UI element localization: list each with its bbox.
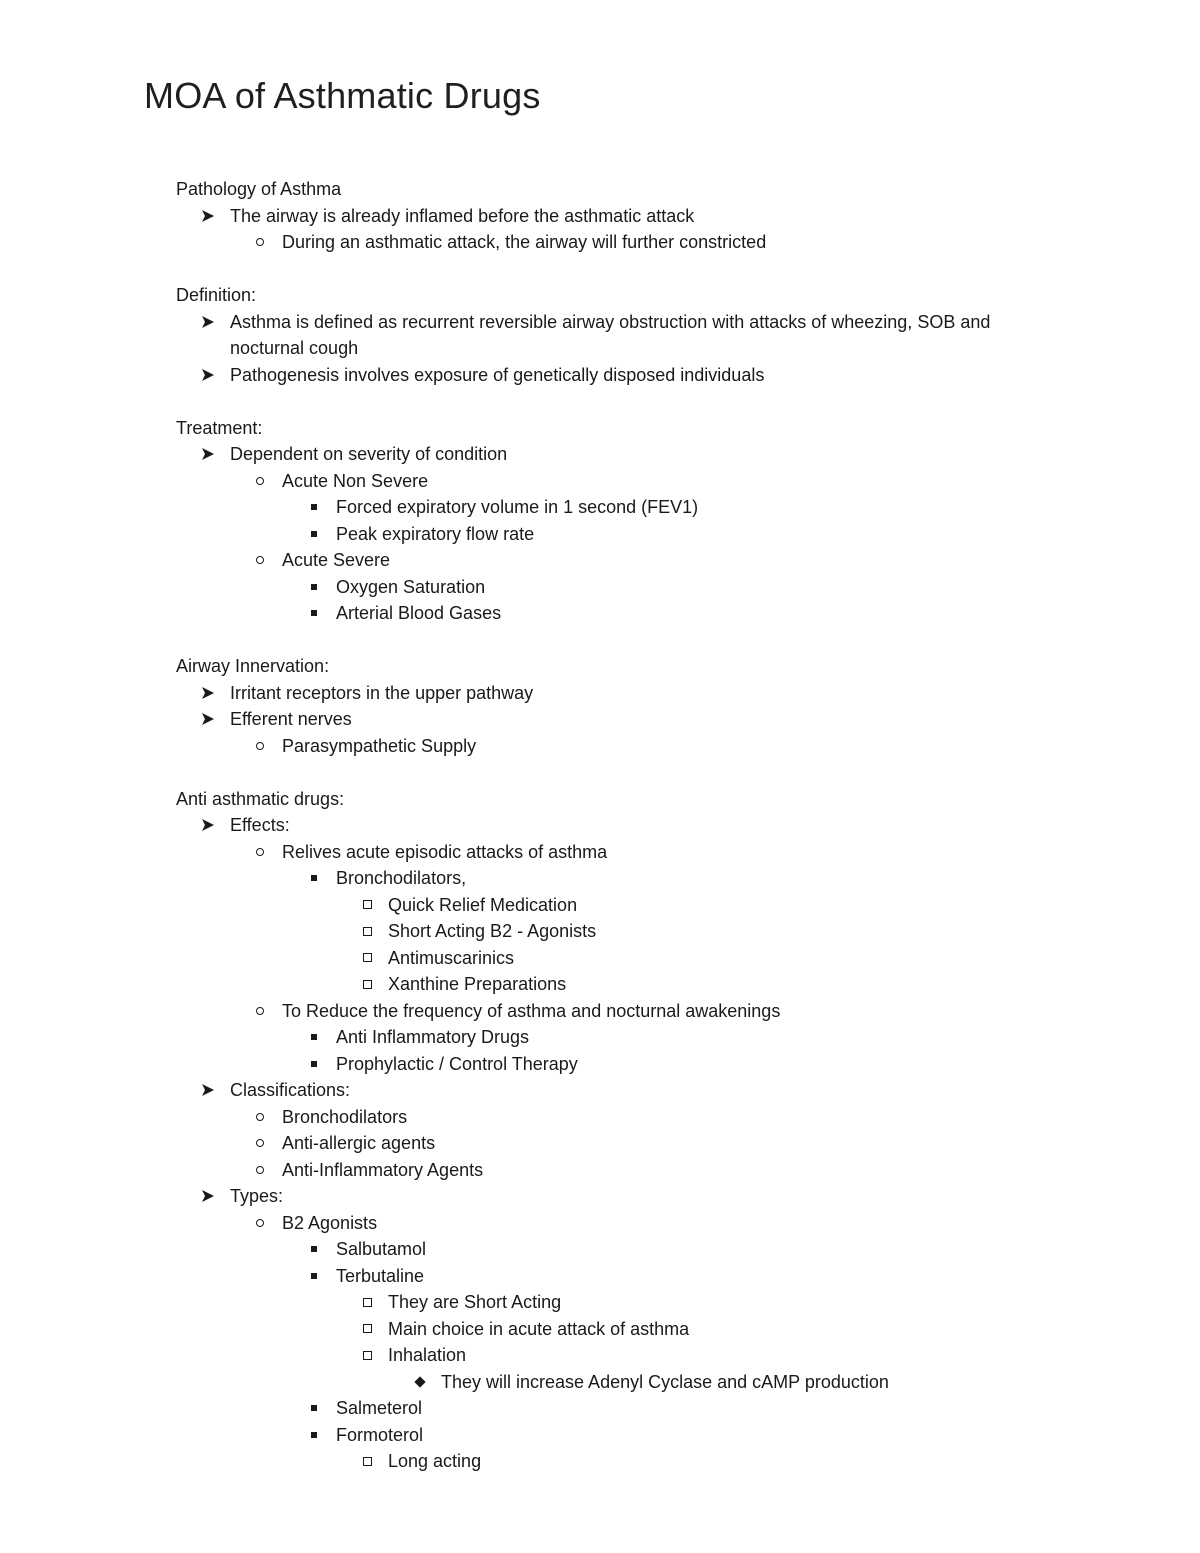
list-item: The airway is already inflamed before the asthmatic attack bbox=[176, 203, 1056, 230]
square-icon bbox=[306, 1024, 322, 1051]
arrow-icon bbox=[200, 362, 216, 389]
arrow-icon bbox=[200, 1183, 216, 1210]
list-item: Acute Severe bbox=[176, 547, 1056, 574]
circle-icon bbox=[252, 1210, 268, 1237]
circle-icon bbox=[252, 998, 268, 1025]
list-item: Pathogenesis involves exposure of genetically disposed individuals bbox=[176, 362, 1056, 389]
document-body bbox=[176, 176, 1056, 1475]
list-item: They are Short Acting bbox=[176, 1289, 1056, 1316]
list-item: During an asthmatic attack, the airway will further constricted bbox=[176, 229, 1056, 256]
list-item: Anti Inflammatory Drugs bbox=[176, 1024, 1056, 1051]
list-item: Formoterol bbox=[176, 1422, 1056, 1449]
square-icon bbox=[306, 494, 322, 521]
list-item: Parasympathetic Supply bbox=[176, 733, 1056, 760]
arrow-icon bbox=[200, 706, 216, 733]
section-heading-innervation: Airway Innervation: bbox=[176, 656, 330, 676]
list-item: Prophylactic / Control Therapy bbox=[176, 1051, 1056, 1078]
arrow-icon bbox=[200, 441, 216, 468]
list-item: Inhalation bbox=[176, 1342, 1056, 1369]
list-item: Terbutaline bbox=[176, 1263, 1056, 1290]
list-item: To Reduce the frequency of asthma and nocturnal awakenings bbox=[176, 998, 1056, 1025]
square-icon bbox=[306, 1422, 322, 1449]
hollow-square-icon bbox=[359, 1289, 375, 1316]
hollow-square-icon bbox=[359, 1316, 375, 1343]
list-item: Efferent nerves bbox=[176, 706, 1056, 733]
square-icon bbox=[306, 1051, 322, 1078]
list-item: Classifications: bbox=[176, 1077, 1056, 1104]
square-icon bbox=[306, 574, 322, 601]
list-item: Long acting bbox=[176, 1448, 1056, 1475]
list-item: Antimuscarinics bbox=[176, 945, 1056, 972]
circle-icon bbox=[252, 468, 268, 495]
list-item: Asthma is defined as recurrent reversible airway obstruction with attacks of wheezing, SOB and nocturnal cough bbox=[176, 309, 1056, 362]
square-icon bbox=[306, 600, 322, 627]
square-icon bbox=[306, 1395, 322, 1422]
list-item: Anti-Inflammatory Agents bbox=[176, 1157, 1056, 1184]
list-item: Forced expiratory volume in 1 second (FEV1) bbox=[176, 494, 1056, 521]
circle-icon bbox=[252, 733, 268, 760]
square-icon bbox=[306, 865, 322, 892]
section-heading-definition: Definition: bbox=[176, 285, 257, 305]
section-heading-pathology: Pathology of Asthma bbox=[176, 179, 342, 199]
list-item: Quick Relief Medication bbox=[176, 892, 1056, 919]
hollow-square-icon bbox=[359, 971, 375, 998]
diamond-icon bbox=[412, 1369, 428, 1396]
list-item: Peak expiratory flow rate bbox=[176, 521, 1056, 548]
list-item: Oxygen Saturation bbox=[176, 574, 1056, 601]
arrow-icon bbox=[200, 309, 216, 336]
arrow-icon bbox=[200, 812, 216, 839]
list-item: Bronchodilators, bbox=[176, 865, 1056, 892]
hollow-square-icon bbox=[359, 1342, 375, 1369]
circle-icon bbox=[252, 1104, 268, 1131]
list-item: B2 Agonists bbox=[176, 1210, 1056, 1237]
list-item: Irritant receptors in the upper pathway bbox=[176, 680, 1056, 707]
section-heading-treatment: Treatment: bbox=[176, 417, 263, 438]
hollow-square-icon bbox=[359, 892, 375, 919]
square-icon bbox=[306, 1236, 322, 1263]
arrow-icon bbox=[200, 680, 216, 707]
list-item: Bronchodilators bbox=[176, 1104, 1056, 1131]
list-item: Short Acting B2 - Agonists bbox=[176, 918, 1056, 945]
page-title: MOA of Asthmatic Drugs bbox=[144, 75, 541, 116]
list-item: Relives acute episodic attacks of asthma bbox=[176, 839, 1056, 866]
arrow-icon bbox=[200, 203, 216, 230]
circle-icon bbox=[252, 1157, 268, 1184]
list-item: Arterial Blood Gases bbox=[176, 600, 1056, 627]
square-icon bbox=[306, 1263, 322, 1290]
hollow-square-icon bbox=[359, 945, 375, 972]
arrow-icon bbox=[200, 1077, 216, 1104]
circle-icon bbox=[252, 547, 268, 574]
square-icon bbox=[306, 521, 322, 548]
list-item: Effects: bbox=[176, 812, 1056, 839]
list-item: They will increase Adenyl Cyclase and cAMP production bbox=[176, 1369, 1056, 1396]
list-item: Xanthine Preparations bbox=[176, 971, 1056, 998]
hollow-square-icon bbox=[359, 1448, 375, 1475]
list-item: Salbutamol bbox=[176, 1236, 1056, 1263]
list-item: Acute Non Severe bbox=[176, 468, 1056, 495]
list-item: Anti-allergic agents bbox=[176, 1130, 1056, 1157]
circle-icon bbox=[252, 229, 268, 256]
list-item: Dependent on severity of condition bbox=[176, 441, 1056, 468]
circle-icon bbox=[252, 839, 268, 866]
list-item: Salmeterol bbox=[176, 1395, 1056, 1422]
list-item: Main choice in acute attack of asthma bbox=[176, 1316, 1056, 1343]
circle-icon bbox=[252, 1130, 268, 1157]
section-heading-drugs: Anti asthmatic drugs: bbox=[176, 788, 345, 809]
hollow-square-icon bbox=[359, 918, 375, 945]
list-item: Types: bbox=[176, 1183, 1056, 1210]
